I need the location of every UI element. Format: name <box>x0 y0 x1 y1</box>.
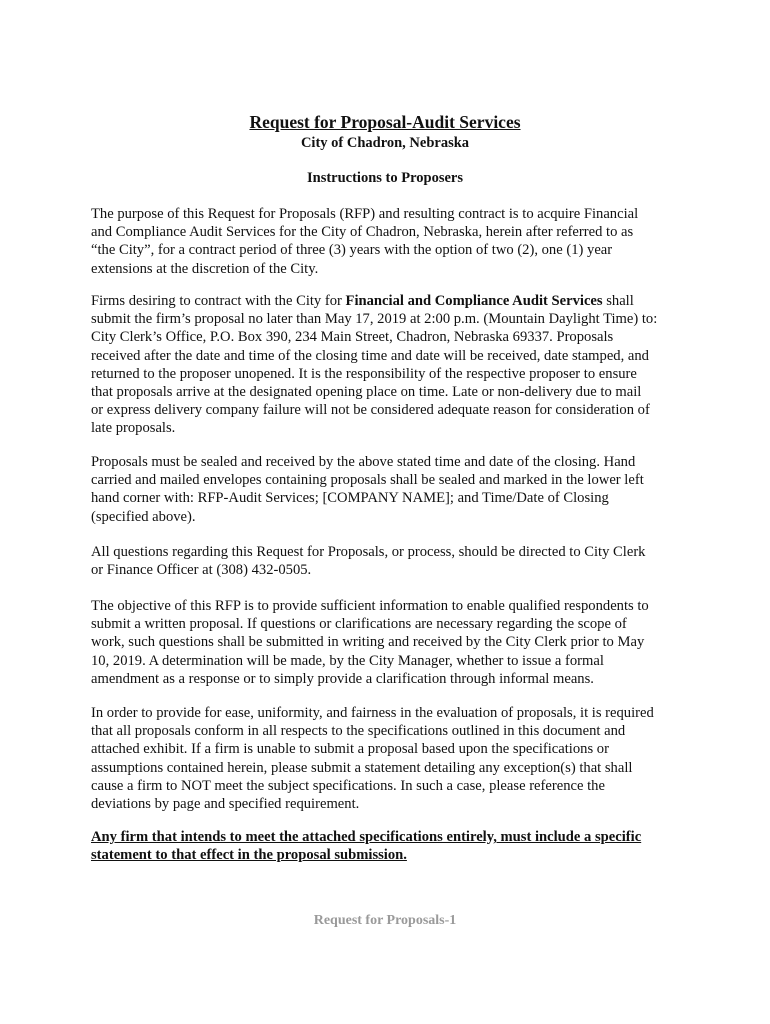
text-line: or express delivery company failure will not be considered adequate reason for consideration of <box>91 402 650 419</box>
text-line: late proposals. <box>91 420 176 437</box>
paragraph-submission <box>91 292 691 438</box>
text-line: and Compliance Audit Services for the City of Chadron, Nebraska, herein after referred to as <box>91 224 634 241</box>
text-line: In order to provide for ease, uniformity, and fairness in the evaluation of proposals, it is required <box>91 705 654 721</box>
text-line: extensions at the discretion of the City. <box>91 260 319 277</box>
paragraph-uniformity <box>91 704 691 813</box>
text-line: (specified above). <box>91 508 196 525</box>
text-line: or Finance Officer at (308) 432-0505. <box>91 562 312 579</box>
text-line: returned to the proposer unopened. It is the responsibility of the respective proposer to ensure <box>91 365 637 382</box>
text-line: “the City”, for a contract period of three (3) years with the option of two (2), one (1) year <box>91 242 613 259</box>
text-line: attached exhibit. If a firm is unable to submit a proposal based upon the specifications or <box>91 741 609 758</box>
paragraph-sealing <box>91 453 691 526</box>
text-line: that proposals arrive at the designated opening place on time. Late or non-delivery due to mail <box>91 384 642 401</box>
text-line: that all proposals conform in all respects to the specifications outlined in this document and <box>91 723 626 740</box>
text-line: received after the date and time of the closing time and date will be received, date stamped, and <box>91 347 649 364</box>
document-subtitle: City of Chadron, Nebraska <box>300 135 470 151</box>
text-line: submit a written proposal. If questions or clarifications are necessary regarding the scope of <box>91 616 627 633</box>
paragraph-specific-statement <box>91 828 691 864</box>
text-line: assumptions contained herein, please submit a statement detailing any exception(s) that shall <box>91 759 633 776</box>
text-line: Any firm that intends to meet the attached specifications entirely, must include a specific <box>91 829 642 845</box>
text-line: Proposals must be sealed and received by the above stated time and date of the closing. Hand <box>91 454 636 470</box>
text-line: hand corner with: RFP-Audit Services; [COMPANY NAME]; and Time/Date of Closing <box>91 490 609 507</box>
service-name: Financial and Compliance Audit Services <box>345 293 603 309</box>
text-line: work, such questions shall be submitted in writing and received by the City Clerk prior to May <box>91 634 645 651</box>
text-run: Firms desiring to contract with the City for <box>91 293 346 309</box>
text-line: statement to that effect in the proposal submission. <box>91 847 407 864</box>
text-run: shall <box>602 293 634 309</box>
text-line: All questions regarding this Request for Proposals, or process, should be directed to City Clerk <box>91 544 646 560</box>
text-line: City Clerk’s Office, P.O. Box 390, 234 Main Street, Chadron, Nebraska 69337. Proposals <box>91 329 614 346</box>
text-line: 10, 2019. A determination will be made, by the City Manager, whether to issue a formal <box>91 652 604 669</box>
text-line: amendment as a response or to simply provide a clarification through informal means. <box>91 670 594 687</box>
text-line: submit the firm’s proposal no later than May 17, 2019 at 2:00 p.m. (Mountain Daylight Time) to: <box>91 311 658 328</box>
text-line: deviations by page and specified requirement. <box>91 796 360 813</box>
text-line <box>91 292 691 310</box>
text-line: cause a firm to NOT meet the subject specifications. In such a case, please reference the <box>91 777 605 794</box>
text-line: The purpose of this Request for Proposals (RFP) and resulting contract is to acquire Financial <box>91 206 639 222</box>
section-heading: Instructions to Proposers <box>306 170 463 186</box>
paragraph-objective <box>91 597 691 688</box>
page-footer: Request for Proposals-1 <box>313 913 457 928</box>
paragraph-questions <box>91 543 691 579</box>
document-title: Request for Proposal-Audit Services <box>249 112 521 132</box>
text-line: carried and mailed envelopes containing proposals shall be sealed and marked in the lower left <box>91 472 644 489</box>
paragraph-purpose <box>91 205 691 278</box>
text-line: The objective of this RFP is to provide sufficient information to enable qualified respondents to <box>91 598 649 614</box>
